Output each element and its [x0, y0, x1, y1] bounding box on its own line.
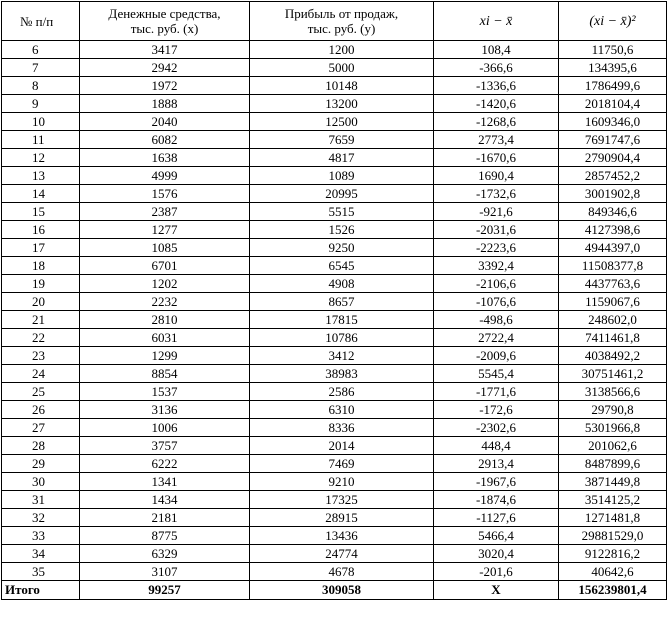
profit-cell: 7659: [250, 131, 434, 149]
cash-cell: 6329: [80, 545, 250, 563]
cash-cell: 1537: [80, 383, 250, 401]
profit-cell: 13436: [250, 527, 434, 545]
table-row: [2, 167, 667, 185]
cash-cell: 1638: [80, 149, 250, 167]
table-row: [2, 131, 667, 149]
profit-cell: 6310: [250, 401, 434, 419]
cash-cell: 2810: [80, 311, 250, 329]
cash-cell: 1888: [80, 95, 250, 113]
deviation-cell: -1967,6: [434, 473, 559, 491]
deviation-cell: -1268,6: [434, 113, 559, 131]
deviation-squared-cell: 1786499,6: [559, 77, 667, 95]
deviation-squared-cell: 7691747,6: [559, 131, 667, 149]
deviation-cell: 3392,4: [434, 257, 559, 275]
header-profit-line2: тыс. руб. (y): [307, 21, 376, 36]
cash-cell: 8854: [80, 365, 250, 383]
row-number: 14: [2, 185, 80, 203]
profit-cell: 12500: [250, 113, 434, 131]
row-number: 21: [2, 311, 80, 329]
profit-cell: 1200: [250, 41, 434, 59]
profit-cell: 2586: [250, 383, 434, 401]
deviation-squared-cell: 1271481,8: [559, 509, 667, 527]
row-number: 10: [2, 113, 80, 131]
table-row: [2, 527, 667, 545]
row-number: 30: [2, 473, 80, 491]
table-row: [2, 365, 667, 383]
deviation-cell: -1336,6: [434, 77, 559, 95]
deviation-squared-cell: 2018104,4: [559, 95, 667, 113]
deviation-squared-cell: 4437763,6: [559, 275, 667, 293]
deviation-cell: 2773,4: [434, 131, 559, 149]
deviation-squared-cell: 849346,6: [559, 203, 667, 221]
row-number: 20: [2, 293, 80, 311]
profit-cell: 9210: [250, 473, 434, 491]
profit-cell: 38983: [250, 365, 434, 383]
deviation-cell: -1076,6: [434, 293, 559, 311]
deviation-squared-cell: 30751461,2: [559, 365, 667, 383]
deviation-squared-cell: 3138566,6: [559, 383, 667, 401]
deviation-cell: 5545,4: [434, 365, 559, 383]
header-cash: [80, 2, 250, 41]
profit-cell: 5000: [250, 59, 434, 77]
deviation-squared-cell: 3001902,8: [559, 185, 667, 203]
deviation-cell: 3020,4: [434, 545, 559, 563]
header-deviation-squared: [559, 2, 667, 41]
total-deviation-squared: 156239801,4: [559, 581, 667, 600]
cash-cell: 3757: [80, 437, 250, 455]
deviation-squared-cell: 248602,0: [559, 311, 667, 329]
cash-cell: 8775: [80, 527, 250, 545]
cash-cell: 1277: [80, 221, 250, 239]
table-row: [2, 311, 667, 329]
deviation-squared-cell: 3871449,8: [559, 473, 667, 491]
cash-cell: 2040: [80, 113, 250, 131]
deviation-squared-cell: 29881529,0: [559, 527, 667, 545]
cash-cell: 3136: [80, 401, 250, 419]
total-deviation: X: [434, 581, 559, 600]
table-row: [2, 329, 667, 347]
deviation-squared-cell: 9122816,2: [559, 545, 667, 563]
table-row: [2, 419, 667, 437]
profit-cell: 5515: [250, 203, 434, 221]
cash-cell: 2181: [80, 509, 250, 527]
cash-cell: 2387: [80, 203, 250, 221]
row-number: 26: [2, 401, 80, 419]
profit-cell: 7469: [250, 455, 434, 473]
deviation-cell: 1690,4: [434, 167, 559, 185]
table-row: [2, 95, 667, 113]
deviation-squared-cell: 11750,6: [559, 41, 667, 59]
deviation-cell: -172,6: [434, 401, 559, 419]
profit-cell: 4908: [250, 275, 434, 293]
profit-cell: 8336: [250, 419, 434, 437]
row-number: 28: [2, 437, 80, 455]
row-number: 12: [2, 149, 80, 167]
deviation-cell: -201,6: [434, 563, 559, 581]
cash-cell: 6031: [80, 329, 250, 347]
row-number: 33: [2, 527, 80, 545]
cash-cell: 1202: [80, 275, 250, 293]
deviation-cell: -2223,6: [434, 239, 559, 257]
total-row: [2, 581, 667, 600]
profit-cell: 4817: [250, 149, 434, 167]
table-row: [2, 59, 667, 77]
table-row: [2, 293, 667, 311]
row-number: 18: [2, 257, 80, 275]
table-row: [2, 275, 667, 293]
cash-cell: 4999: [80, 167, 250, 185]
table-row: [2, 401, 667, 419]
deviation-cell: -921,6: [434, 203, 559, 221]
row-number: 13: [2, 167, 80, 185]
total-profit: 309058: [250, 581, 434, 600]
deviation-cell: 5466,4: [434, 527, 559, 545]
profit-cell: 20995: [250, 185, 434, 203]
deviation-squared-cell: 8487899,6: [559, 455, 667, 473]
profit-cell: 6545: [250, 257, 434, 275]
deviation-cell: -2009,6: [434, 347, 559, 365]
table-row: [2, 257, 667, 275]
deviation-cell: -1420,6: [434, 95, 559, 113]
deviation-squared-cell: 2857452,2: [559, 167, 667, 185]
table-row: [2, 113, 667, 131]
deviation-cell: -2106,6: [434, 275, 559, 293]
profit-cell: 1089: [250, 167, 434, 185]
header-number: № п/п: [2, 2, 80, 41]
deviation-squared-cell: 2790904,4: [559, 149, 667, 167]
row-number: 9: [2, 95, 80, 113]
table-row: [2, 221, 667, 239]
deviation-cell: -1771,6: [434, 383, 559, 401]
row-number: 6: [2, 41, 80, 59]
profit-cell: 13200: [250, 95, 434, 113]
profit-cell: 10786: [250, 329, 434, 347]
deviation-cell: -2031,6: [434, 221, 559, 239]
cash-cell: 3417: [80, 41, 250, 59]
row-number: 15: [2, 203, 80, 221]
row-number: 17: [2, 239, 80, 257]
row-number: 19: [2, 275, 80, 293]
cash-cell: 1341: [80, 473, 250, 491]
cash-cell: 6222: [80, 455, 250, 473]
row-number: 7: [2, 59, 80, 77]
profit-cell: 17815: [250, 311, 434, 329]
row-number: 23: [2, 347, 80, 365]
profit-cell: 17325: [250, 491, 434, 509]
deviation-squared-cell: 29790,8: [559, 401, 667, 419]
deviation-squared-cell: 1159067,6: [559, 293, 667, 311]
deviation-cell: -366,6: [434, 59, 559, 77]
table-row: [2, 383, 667, 401]
profit-cell: 10148: [250, 77, 434, 95]
table-row: [2, 149, 667, 167]
table-row: [2, 455, 667, 473]
total-cash: 99257: [80, 581, 250, 600]
deviation-cell: -1874,6: [434, 491, 559, 509]
deviation-cell: -1127,6: [434, 509, 559, 527]
profit-cell: 3412: [250, 347, 434, 365]
deviation-squared-cell: 201062,6: [559, 437, 667, 455]
header-row: [2, 2, 667, 41]
deviation-cell: 108,4: [434, 41, 559, 59]
cash-cell: 1972: [80, 77, 250, 95]
header-profit-line1: Прибыль от продаж,: [284, 6, 399, 21]
header-deviation-formula: xi − x̄: [479, 14, 513, 29]
table-row: [2, 203, 667, 221]
profit-cell: 24774: [250, 545, 434, 563]
deviation-squared-cell: 1609346,0: [559, 113, 667, 131]
data-table: [1, 1, 667, 600]
row-number: 32: [2, 509, 80, 527]
deviation-cell: 2913,4: [434, 455, 559, 473]
row-number: 35: [2, 563, 80, 581]
cash-cell: 3107: [80, 563, 250, 581]
deviation-squared-cell: 40642,6: [559, 563, 667, 581]
table-row: [2, 473, 667, 491]
table-row: [2, 491, 667, 509]
table-row: [2, 347, 667, 365]
table-body: [2, 41, 667, 581]
row-number: 16: [2, 221, 80, 239]
header-cash-line1: Денежные средства,: [108, 6, 221, 21]
deviation-cell: 448,4: [434, 437, 559, 455]
table-row: [2, 545, 667, 563]
table-row: [2, 563, 667, 581]
deviation-squared-cell: 4944397,0: [559, 239, 667, 257]
table-row: [2, 41, 667, 59]
cash-cell: 1434: [80, 491, 250, 509]
deviation-cell: -498,6: [434, 311, 559, 329]
profit-cell: 2014: [250, 437, 434, 455]
row-number: 8: [2, 77, 80, 95]
header-deviation-squared-formula: (xi − x̄)²: [589, 14, 636, 29]
deviation-cell: -1732,6: [434, 185, 559, 203]
profit-cell: 4678: [250, 563, 434, 581]
deviation-cell: -2302,6: [434, 419, 559, 437]
cash-cell: 1576: [80, 185, 250, 203]
row-number: 22: [2, 329, 80, 347]
deviation-squared-cell: 4038492,2: [559, 347, 667, 365]
deviation-squared-cell: 4127398,6: [559, 221, 667, 239]
profit-cell: 8657: [250, 293, 434, 311]
header-deviation: [434, 2, 559, 41]
row-number: 31: [2, 491, 80, 509]
table-row: [2, 185, 667, 203]
row-number: 29: [2, 455, 80, 473]
header-profit: [250, 2, 434, 41]
cash-cell: 2942: [80, 59, 250, 77]
deviation-squared-cell: 5301966,8: [559, 419, 667, 437]
table-row: [2, 509, 667, 527]
deviation-squared-cell: 134395,6: [559, 59, 667, 77]
table-row: [2, 77, 667, 95]
cash-cell: 1085: [80, 239, 250, 257]
deviation-squared-cell: 3514125,2: [559, 491, 667, 509]
cash-cell: 6701: [80, 257, 250, 275]
row-number: 11: [2, 131, 80, 149]
table-row: [2, 239, 667, 257]
row-number: 25: [2, 383, 80, 401]
deviation-cell: 2722,4: [434, 329, 559, 347]
deviation-cell: -1670,6: [434, 149, 559, 167]
cash-cell: 1006: [80, 419, 250, 437]
profit-cell: 9250: [250, 239, 434, 257]
row-number: 24: [2, 365, 80, 383]
cash-cell: 2232: [80, 293, 250, 311]
total-label: Итого: [2, 581, 80, 600]
profit-cell: 28915: [250, 509, 434, 527]
row-number: 27: [2, 419, 80, 437]
table-row: [2, 437, 667, 455]
cash-cell: 1299: [80, 347, 250, 365]
header-cash-line2: тыс. руб. (x): [130, 21, 199, 36]
deviation-squared-cell: 7411461,8: [559, 329, 667, 347]
cash-cell: 6082: [80, 131, 250, 149]
profit-cell: 1526: [250, 221, 434, 239]
row-number: 34: [2, 545, 80, 563]
deviation-squared-cell: 11508377,8: [559, 257, 667, 275]
